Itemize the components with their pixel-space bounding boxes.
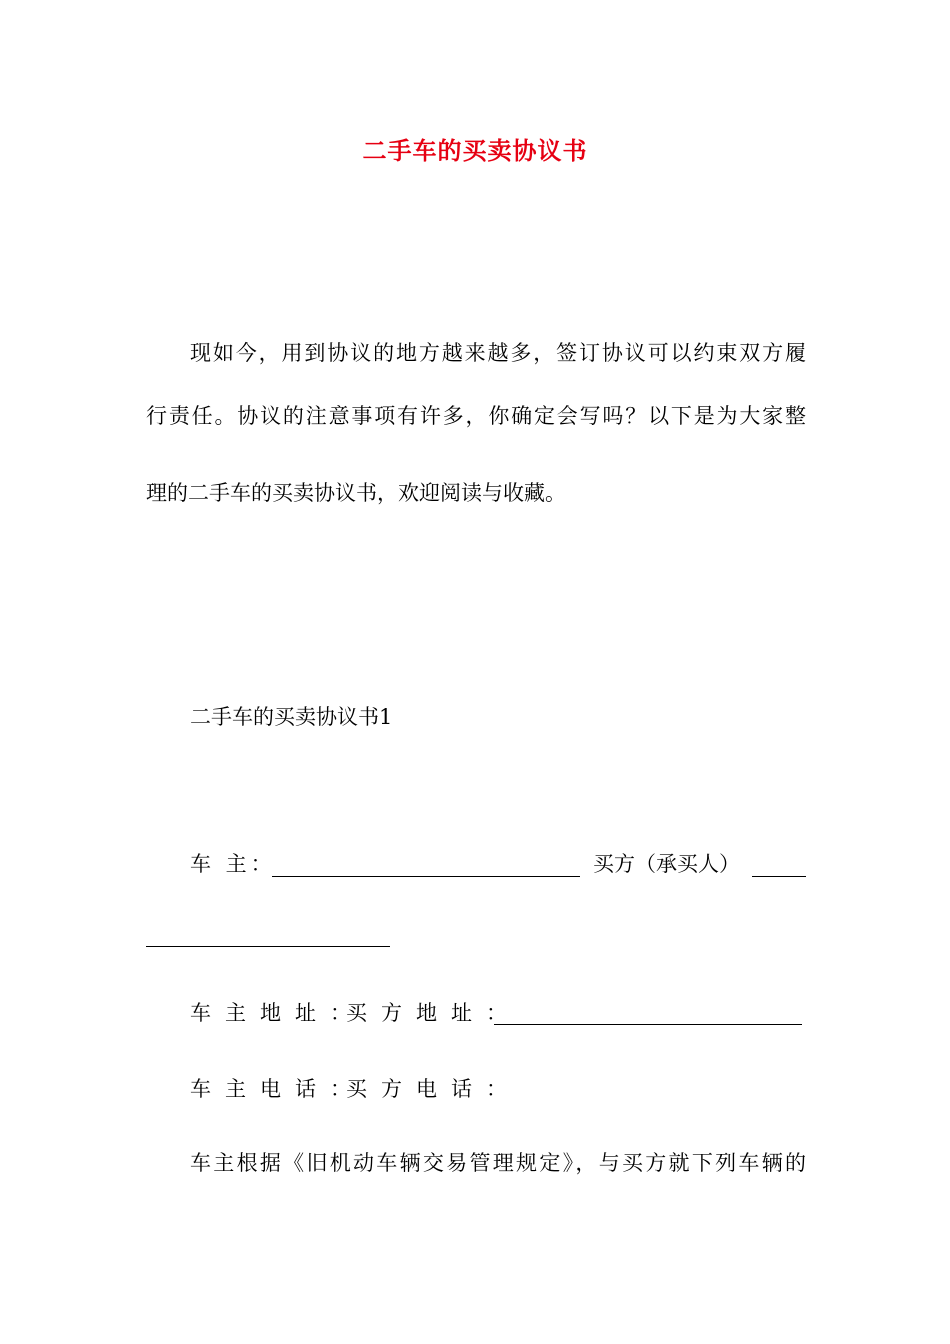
owner-label: 车 主： <box>190 852 276 876</box>
buyer-name-blank[interactable] <box>752 858 806 877</box>
body-line-1: 车主根据《旧机动车辆交易管理规定》，与买方就下列车辆的 <box>190 1151 806 1175</box>
document-title: 二手车的买卖协议书 <box>362 136 588 165</box>
owner-phone-label: 车主电话： <box>190 1077 365 1101</box>
intro-line-1: 现如今，用到协议的地方越来越多，签订协议可以约束双方履 <box>190 341 806 365</box>
owner-row <box>190 849 276 879</box>
section-heading: 二手车的买卖协议书1 <box>190 705 393 729</box>
owner-name-blank[interactable] <box>272 858 580 877</box>
intro-line-2: 行责任。协议的注意事项有许多，你确定会写吗？以下是为大家整 <box>146 404 806 428</box>
buyer-label: 买方（承买人） <box>593 852 740 876</box>
buyer-address-label: 买方地址： <box>346 1001 521 1025</box>
intro-line-3: 理的二手车的买卖协议书，欢迎阅读与收藏。 <box>146 481 566 505</box>
buyer-name-blank-continued[interactable] <box>146 928 390 947</box>
owner-address-label: 车主地址： <box>190 1001 365 1025</box>
buyer-address-blank[interactable] <box>494 1006 802 1025</box>
buyer-phone-label: 买方电话： <box>346 1077 521 1101</box>
